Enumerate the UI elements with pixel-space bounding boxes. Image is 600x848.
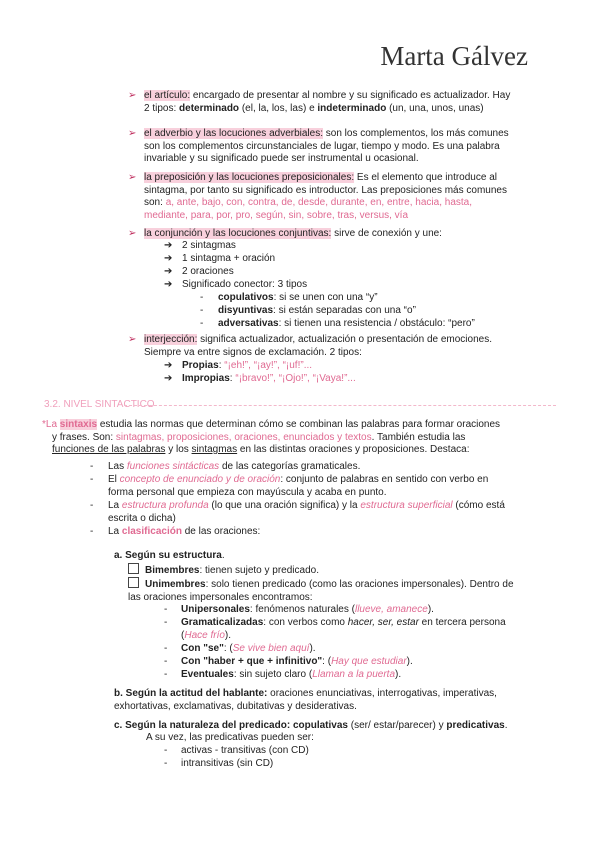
arrow-right-icon: ➔ [164, 279, 173, 290]
dash-marker: - [164, 745, 168, 756]
checkbox-icon [128, 577, 139, 588]
arrow-marker-icon: ➢ [128, 90, 137, 101]
dash-marker: - [90, 500, 94, 511]
arrow-marker-icon: ➢ [128, 334, 137, 345]
predicativas-activas: activas - transitivas (con CD) [181, 745, 309, 756]
bullet-funciones: Las funciones sintácticas de las categorías gramaticales. [108, 461, 361, 472]
conjuncion-copulativos: - copulativos: si se unen con una “y” [200, 292, 378, 303]
heading-actitud: b. Según la actitud del hablante: oraciones enunciativas, interrogativas, imperativas, exhortativas, exclamativas, dubitativas y desiderativas. [114, 688, 497, 712]
section-divider [124, 405, 556, 406]
arrow-right-icon: ➔ [164, 253, 173, 264]
dash-marker: - [164, 617, 168, 628]
heading-naturaleza: c. Según la naturaleza del predicado: copulativas (ser/ estar/parecer) y predicativas. [114, 720, 508, 731]
impersonal-gramaticalizadas: Gramaticalizadas: con verbos como hacer, ser, estar en tercera persona (Hace frío). [181, 617, 506, 641]
bullet-estructura: La estructura profunda (lo que una oración significa) y la estructura superficial (cómo está escrita o dicha) [108, 500, 505, 524]
predicativas-intransitivas: intransitivas (sin CD) [181, 758, 274, 769]
impersonal-con-se: Con "se": (Se vive bien aquí). [181, 643, 316, 654]
arrow-right-icon: ➔ [164, 360, 173, 371]
item-adverbio: ➢ el adverbio y las locuciones adverbiales: son los complementos, los más comunes son los complementos circunstanciales de lugar, tiempo y modo. Es una palabra invariable y su significado puede ser instrumental u ocasional. [128, 128, 509, 164]
predicativas-intro: A su vez, las predicativas pueden ser: [146, 732, 314, 743]
preposiciones-list: a, ante, bajo, con, contra, de, desde, durante, en, entre, hacia, hasta, [165, 197, 473, 208]
dash-marker: - [164, 758, 168, 769]
arrow-marker-icon: ➢ [128, 172, 137, 183]
arrow-marker-icon: ➢ [128, 228, 137, 239]
arrow-right-icon: ➔ [164, 373, 173, 384]
arrow-marker-icon: ➢ [128, 128, 137, 139]
dash-marker: - [164, 604, 168, 615]
dash-marker: - [164, 669, 168, 680]
item-conjuncion: ➢ la conjunción y las locuciones conjuntivas: sirve de conexión y une: [128, 228, 442, 239]
dash-marker: - [90, 474, 94, 485]
arrow-right-icon: ➔ [164, 240, 173, 251]
impersonal-unipersonales: Unipersonales: fenómenos naturales (llueve, amanece). [181, 604, 434, 615]
term-adverbio: el adverbio y las locuciones adverbiales: [144, 128, 323, 139]
conjuncion-sub-2: ➔ 1 sintagma + oración [164, 253, 276, 264]
impersonal-eventuales: Eventuales: sin sujeto claro (Llaman a la puerta). [181, 669, 402, 680]
dash-marker: - [164, 643, 168, 654]
arrow-right-icon: ➔ [164, 266, 173, 277]
term-preposicion: la preposición y las locuciones preposicionales: [144, 172, 355, 183]
section-heading: 3.2. NIVEL SINTACTICO [44, 399, 556, 411]
checkbox-icon [128, 563, 139, 574]
sintaxis-paragraph: *La sintaxis estudia las normas que determinan cómo se combinan las palabras para formar oraciones y frases. Son: sintagmas, proposiciones, oraciones, enunciados y textos. También estudia las funciones de las palabras y los sintagmas en las distintas oraciones y proposiciones. Destaca: [42, 419, 501, 455]
conjuncion-adversativas: - adversativas: si tienen una resistencia / obstáculo: “pero” [200, 318, 475, 329]
term-interjeccion: interjección: [144, 334, 198, 345]
heading-estructura: a. Según su estructura. [114, 550, 225, 561]
conjuncion-disyuntivas: - disyuntivas: si están separadas con una “o” [200, 305, 416, 316]
impersonal-con-haber: Con "haber + que + infinitivo": (Hay que estudiar). [181, 656, 413, 667]
term-sintaxis: sintaxis [59, 419, 98, 430]
author-name: Marta Gálvez [380, 41, 528, 71]
dash-marker: - [164, 656, 168, 667]
dash-marker: - [90, 461, 94, 472]
item-articulo: ➢ el artículo: encargado de presentar al nombre y su significado es actualizador. Hay 2 tipos: determinado (el, la, los, las) e indeterminado (un, una, unos, unas) [128, 90, 511, 114]
conjuncion-sub-3: ➔ 2 oraciones [164, 266, 234, 277]
conjuncion-sub-1: ➔ 2 sintagmas [164, 240, 236, 251]
interjeccion-propias: ➔ Propias: “¡eh!”, “¡ay!”, “¡uf!”... [164, 360, 313, 371]
item-interjeccion: ➢ interjección: significa actualizador, actualización o presentación de emociones. Siempre va entre signos de exclamación. 2 tipos: [128, 334, 492, 358]
term-conjuncion: la conjunción y las locuciones conjuntivas: [144, 228, 332, 239]
item-preposicion: ➢ la preposición y las locuciones preposicionales: Es el elemento que introduce al sintagma, por tanto su significado es introductor. Las preposiciones más comunes son: a, ante, bajo, con, contra, de, desde, durante, en, entre, hacia, hasta, mediante, para, por, pro, según, sin, sobre, tras, versus, vía [128, 172, 507, 221]
interjeccion-impropias: ➔ Impropias: “¡bravo!”, “¡Ojo!”, “¡Vaya!”... [164, 373, 356, 384]
bullet-enunciado: El concepto de enunciado y de oración: conjunto de palabras en sentido con verbo en forma personal que empieza con mayúscula y acaba en punto. [108, 474, 489, 498]
dash-marker: - [90, 526, 94, 537]
bullet-clasificacion: La clasificación de las oraciones: [108, 526, 261, 537]
conjuncion-sub-4: ➔ Significado conector: 3 tipos [164, 279, 308, 290]
checkbox-bimembres: Bimembres: tienen sujeto y predicado. [128, 563, 319, 578]
checkbox-unimembres: Unimembres: solo tienen predicado (como las oraciones impersonales). Dentro de las oraciones impersonales encontramos: [128, 579, 514, 603]
term-articulo: el artículo: [144, 90, 191, 101]
